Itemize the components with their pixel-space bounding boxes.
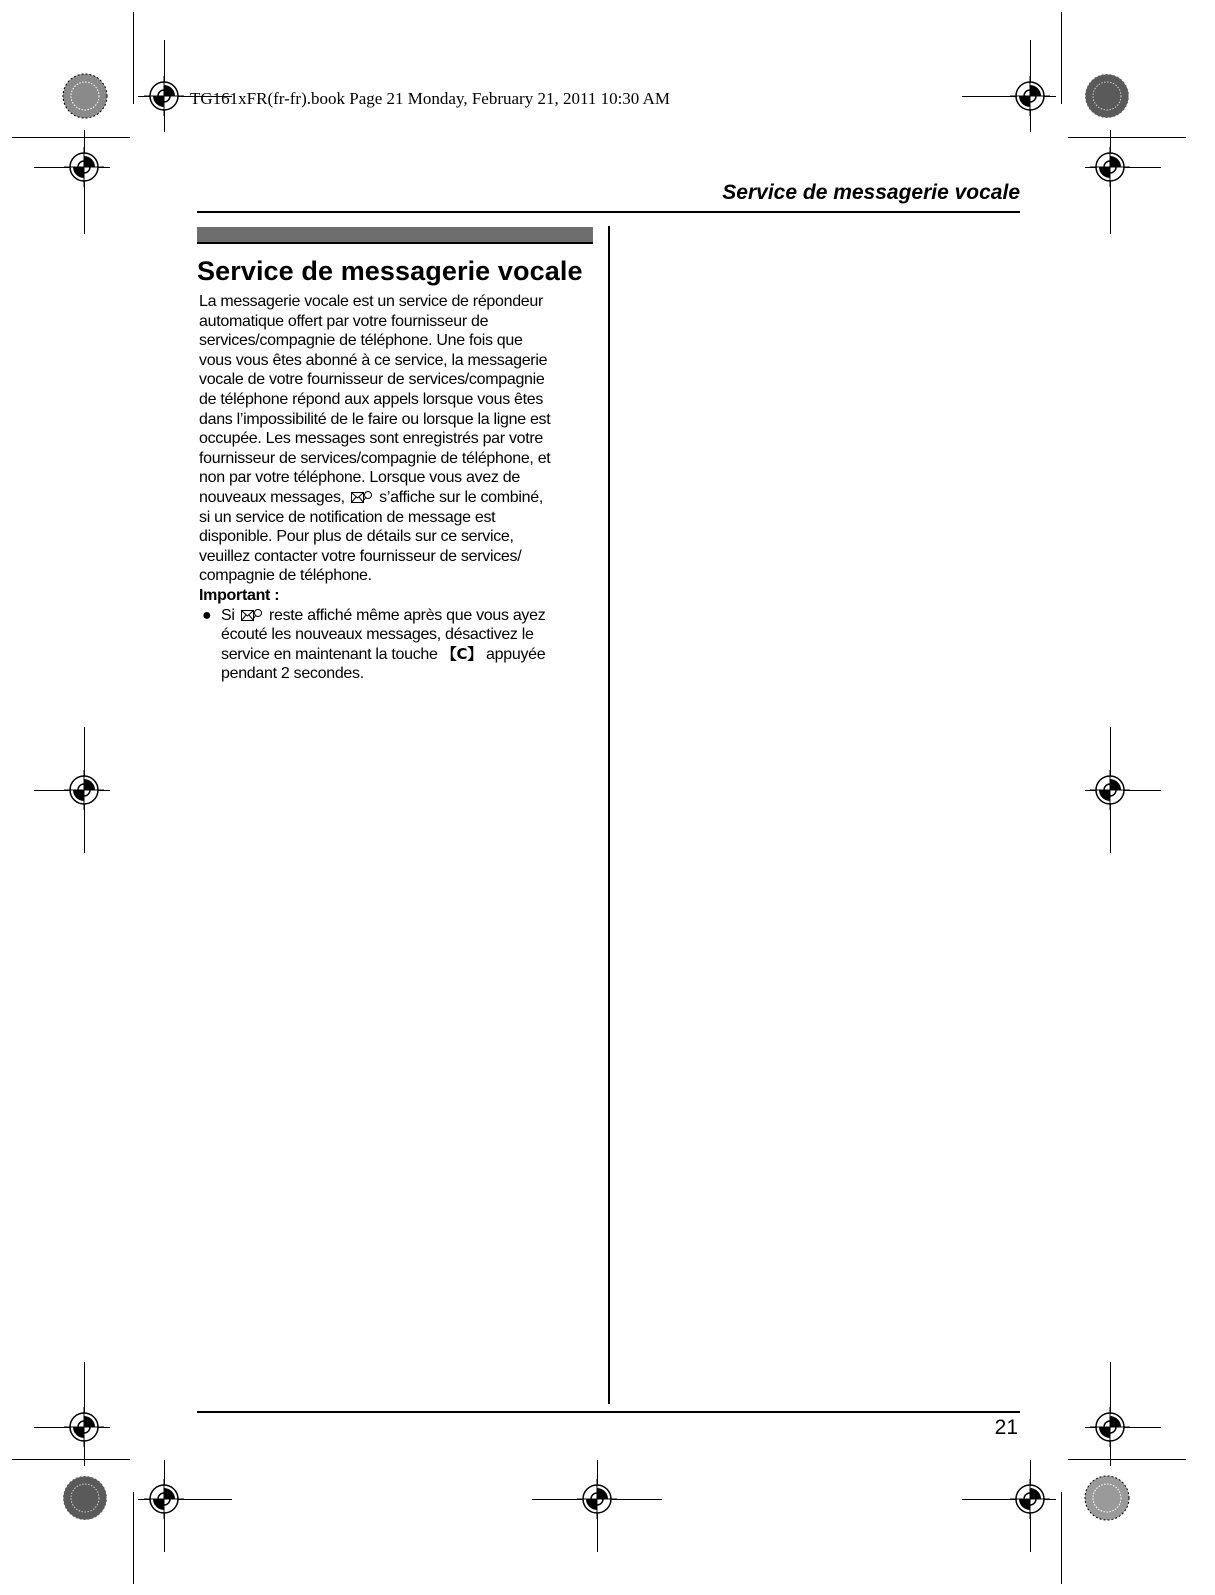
bullet-dot-icon: ● — [202, 606, 212, 624]
registration-target-icon — [144, 1479, 184, 1519]
bullet-line: pendant 2 secondes. — [221, 665, 364, 683]
important-label: Important : — [199, 586, 280, 604]
bullet-line3-after: appuyée — [486, 645, 546, 663]
c-key-label: 【C】 — [441, 644, 482, 663]
paragraph-line: vocale de votre fournisseur de services/compagnie — [199, 371, 545, 389]
paragraph-line: de téléphone répond aux appels lorsque vous êtes — [199, 390, 544, 408]
voicemail-message-icon — [351, 490, 373, 504]
bullet-line3-before: service en maintenant la touche — [221, 645, 438, 663]
registration-target-icon — [1010, 76, 1050, 116]
paragraph-line: veuillez contacter votre fournisseur de services/ — [199, 547, 522, 565]
registration-target-icon — [64, 147, 104, 187]
paragraph-line: automatique offert par votre fournisseur de — [199, 312, 489, 330]
starburst-mark-icon — [1083, 72, 1131, 120]
registration-target-icon — [1090, 1407, 1130, 1447]
bullet-line — [221, 645, 597, 665]
paragraph-line-with-icon — [199, 488, 597, 508]
registration-target-icon — [64, 1407, 104, 1447]
paragraph-line: La messagerie vocale est un service de répondeur — [199, 293, 544, 310]
paragraph-line: fournisseur de services/compagnie de téléphone, et — [199, 449, 551, 467]
section-body — [199, 292, 597, 684]
bullet-line: écouté les nouveaux messages, désactivez le — [221, 626, 534, 644]
column-divider — [608, 226, 610, 1404]
paragraph-line: disponible. Pour plus de détails sur ce service, — [199, 528, 514, 546]
bullet-line — [221, 606, 597, 626]
book-info-line: TG161xFR(fr-fr).book Page 21 Monday, February 21, 2011 10:30 AM — [190, 89, 671, 108]
registration-target-icon — [1010, 1479, 1050, 1519]
paragraph-line: si un service de notification de message est — [199, 508, 496, 526]
running-header: Service de messagerie vocale — [722, 181, 1020, 204]
intro-paragraph — [199, 292, 597, 586]
registration-target-icon — [1090, 147, 1130, 187]
starburst-mark-icon — [61, 1474, 109, 1522]
paragraph-line: dans l’impossibilité de le faire ou lorsque la ligne est — [199, 410, 551, 428]
paragraph-line: non par votre téléphone. Lorsque vous avez de — [199, 469, 520, 487]
footer-rule — [197, 1411, 1020, 1413]
paragraph-line: compagnie de téléphone. — [199, 567, 372, 585]
section-bar — [197, 227, 593, 244]
paragraph-line: vous vous êtes abonné à ce service, la messagerie — [199, 351, 548, 369]
page-number: 21 — [994, 1416, 1018, 1439]
registration-target-icon — [144, 76, 184, 116]
icon-line-after: s’affiche sur le combiné, — [379, 488, 543, 506]
starburst-mark-icon — [1083, 1474, 1131, 1522]
icon-line-before: nouveaux messages, — [199, 488, 345, 506]
registration-target-icon — [577, 1479, 617, 1519]
starburst-mark-icon — [61, 72, 109, 120]
voicemail-message-icon — [241, 608, 263, 622]
important-bullet — [199, 606, 597, 684]
paragraph-line: services/compagnie de téléphone. Une fois que — [199, 332, 523, 350]
header-rule — [197, 211, 1020, 213]
section-title: Service de messagerie vocale — [197, 256, 583, 286]
bullet-line1-after: reste affiché même après que vous ayez — [268, 606, 546, 624]
bullet-line1-before: Si — [221, 606, 235, 624]
registration-target-icon — [64, 770, 104, 810]
paragraph-line: occupée. Les messages sont enregistrés par votre — [199, 430, 544, 448]
registration-target-icon — [1090, 770, 1130, 810]
